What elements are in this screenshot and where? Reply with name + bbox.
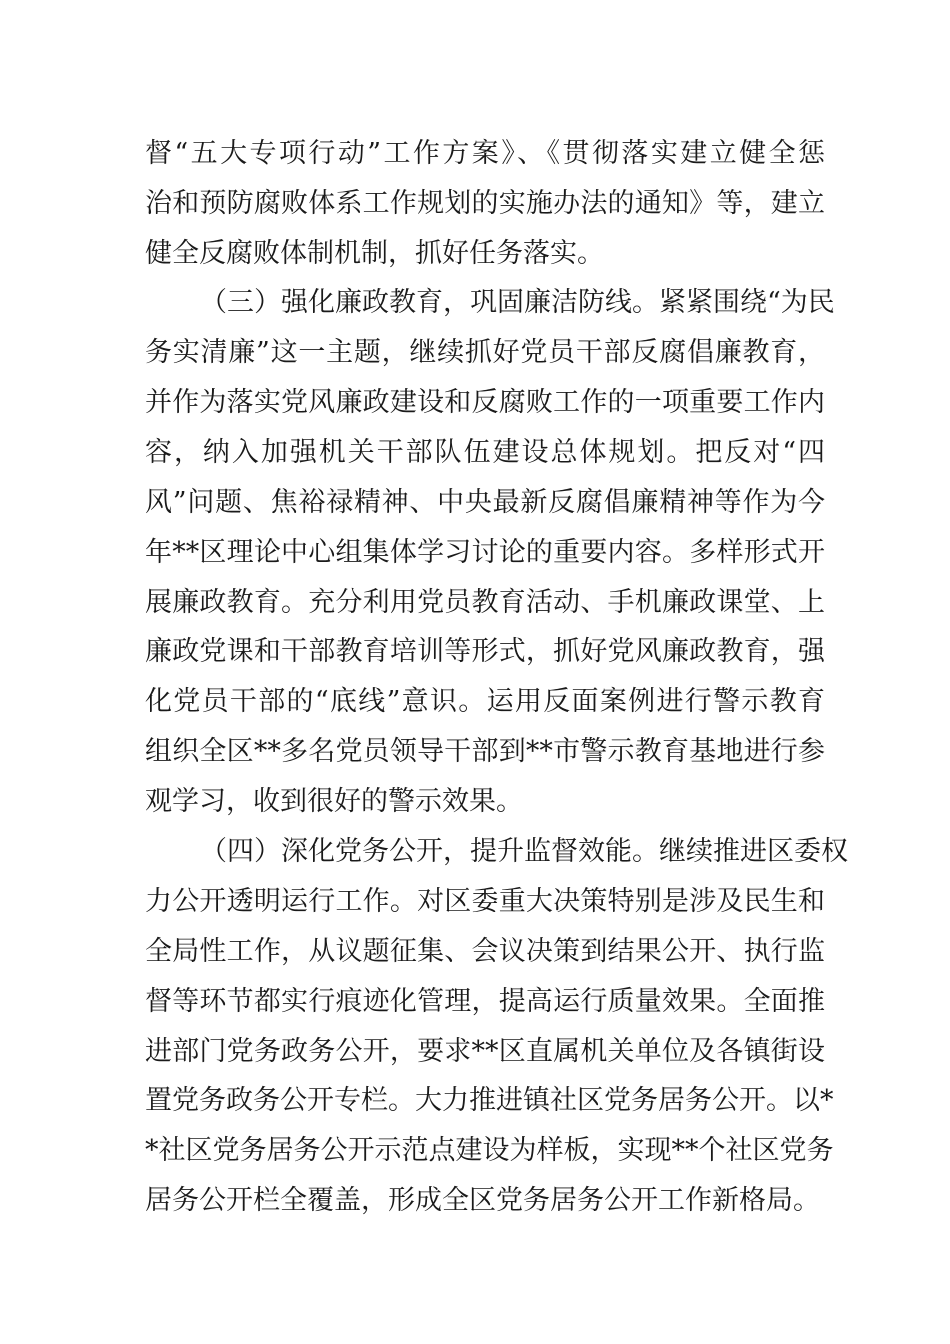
text-line: 全局性工作，从议题征集、会议决策到结果公开、执行监 bbox=[145, 936, 825, 967]
text-line: 居务公开栏全覆盖，形成全区党务居务公开工作新格局。 bbox=[145, 1185, 820, 1216]
text-line: 进部门党务政务公开，要求**区直属机关单位及各镇街设 bbox=[145, 1036, 825, 1067]
section-heading-line: （四）深化党务公开，提升监督效能。继续推进区委权 bbox=[200, 836, 848, 867]
text-line: 组织全区**多名党员领导干部到**市警示教育基地进行参 bbox=[145, 736, 825, 767]
text-line: 置党务政务公开专栏。大力推进镇社区党务居务公开。以* bbox=[145, 1085, 834, 1116]
text-line: 督“五大专项行动”工作方案》、《贯彻落实建立健全惩 bbox=[145, 138, 825, 169]
text-line: 展廉政教育。充分利用党员教育活动、手机廉政课堂、上 bbox=[145, 587, 825, 618]
text-line: 务实清廉”这一主题，继续抓好党员干部反腐倡廉教育， bbox=[145, 337, 825, 368]
text-line: 健全反腐败体制机制，抓好任务落实。 bbox=[145, 238, 604, 269]
text-line: 化党员干部的“底线”意识。运用反面案例进行警示教育 bbox=[145, 686, 825, 717]
text-line: 风”问题、焦裕禄精神、中央最新反腐倡廉精神等作为今 bbox=[145, 487, 825, 518]
text-line: 容，纳入加强机关干部队伍建设总体规划。把反对“四 bbox=[145, 437, 825, 468]
text-line: 力公开透明运行工作。对区委重大决策特别是涉及民生和 bbox=[145, 886, 825, 917]
text-line: 督等环节都实行痕迹化管理，提高运行质量效果。全面推 bbox=[145, 986, 825, 1017]
text-line: 年**区理论中心组集体学习讨论的重要内容。多样形式开 bbox=[145, 537, 825, 568]
text-line: 廉政党课和干部教育培训等形式，抓好党风廉政教育，强 bbox=[145, 636, 825, 667]
text-line: *社区党务居务公开示范点建设为样板，实现**个社区党务 bbox=[145, 1135, 834, 1166]
section-heading-line: （三）强化廉政教育，巩固廉洁防线。紧紧围绕“为民 bbox=[200, 287, 835, 318]
text-line: 并作为落实党风廉政建设和反腐败工作的一项重要工作内 bbox=[145, 387, 825, 418]
text-line: 治和预防腐败体系工作规划的实施办法的通知》等，建立 bbox=[145, 188, 825, 219]
text-line: 观学习，收到很好的警示效果。 bbox=[145, 786, 523, 817]
